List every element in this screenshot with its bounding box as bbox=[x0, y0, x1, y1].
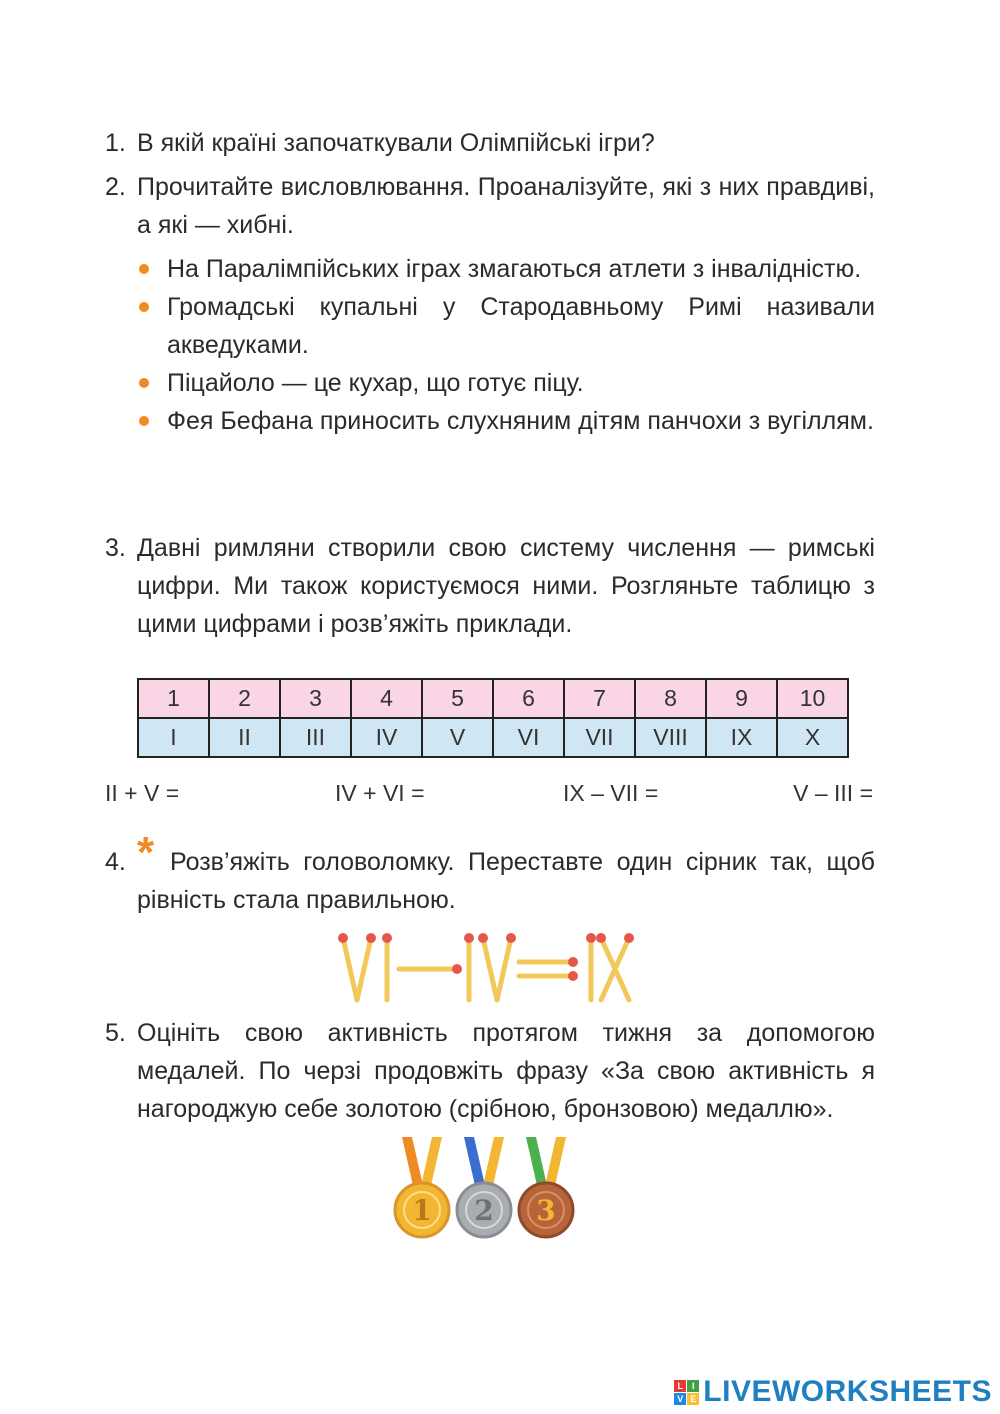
table-cell: 10 bbox=[777, 679, 848, 718]
question-number: 5. bbox=[105, 1019, 126, 1047]
medal-number: 3 bbox=[536, 1194, 556, 1227]
table-cell: 5 bbox=[422, 679, 493, 718]
match-i1 bbox=[382, 933, 392, 1000]
table-cell: 7 bbox=[564, 679, 635, 718]
list-item bbox=[137, 250, 875, 288]
match-v1 bbox=[338, 933, 357, 1000]
medal-number: 1 bbox=[412, 1194, 432, 1227]
arabic-row bbox=[138, 679, 848, 718]
roman-numerals-table bbox=[137, 678, 849, 758]
medal-number: 2 bbox=[474, 1194, 494, 1227]
matchstick-puzzle bbox=[335, 930, 635, 1005]
table-cell: VIII bbox=[635, 718, 706, 757]
match-i3 bbox=[586, 933, 596, 1000]
table-cell: III bbox=[280, 718, 351, 757]
example-2: IV + VI = bbox=[335, 780, 425, 806]
table-cell: X bbox=[777, 718, 848, 757]
question-2 bbox=[105, 168, 875, 244]
question-5 bbox=[105, 1014, 875, 1128]
star-icon: * bbox=[137, 828, 155, 877]
roman-row bbox=[138, 718, 848, 757]
table-cell: VII bbox=[564, 718, 635, 757]
bronze-medal-icon bbox=[519, 1137, 573, 1237]
logo-blocks-icon: L I V E bbox=[674, 1380, 699, 1405]
statements-list bbox=[137, 250, 875, 440]
question-3 bbox=[105, 529, 875, 643]
match-minus bbox=[399, 964, 462, 974]
statement-text: Громадські купальні у Стародавньому Римі називали акведуками. bbox=[167, 293, 875, 359]
match-i2 bbox=[464, 933, 474, 1000]
table-cell: 9 bbox=[706, 679, 777, 718]
statement-text: На Паралімпійських іграх змагаються атлети з інвалідністю. bbox=[167, 255, 862, 283]
match-v4 bbox=[497, 933, 516, 1000]
table-cell: IX bbox=[706, 718, 777, 757]
table-cell: 2 bbox=[209, 679, 280, 718]
silver-medal-icon bbox=[457, 1137, 511, 1237]
table-cell: IV bbox=[351, 718, 422, 757]
table-cell: VI bbox=[493, 718, 564, 757]
match-v3 bbox=[478, 933, 497, 1000]
table-cell: 1 bbox=[138, 679, 209, 718]
table-cell: 6 bbox=[493, 679, 564, 718]
question-1 bbox=[105, 124, 875, 162]
medals-illustration bbox=[392, 1135, 582, 1240]
question-text: В якій країні започаткували Олімпійські ігри? bbox=[137, 129, 655, 157]
match-v2 bbox=[357, 933, 376, 1000]
example-1: II + V = bbox=[105, 780, 180, 806]
table-cell: 3 bbox=[280, 679, 351, 718]
bullet-icon bbox=[139, 264, 149, 274]
example-3: IX – VII = bbox=[563, 780, 659, 806]
bullet-icon bbox=[139, 302, 149, 312]
list-item bbox=[137, 288, 875, 364]
match-equals-top bbox=[519, 957, 578, 967]
list-item bbox=[137, 364, 875, 402]
question-number: 2. bbox=[105, 173, 126, 201]
statement-text: Фея Бефана приносить слухняним дітям панчохи з вугіллям. bbox=[167, 407, 874, 435]
question-4 bbox=[105, 843, 875, 919]
question-number: 3. bbox=[105, 534, 126, 562]
bullet-icon bbox=[139, 378, 149, 388]
match-equals-bottom bbox=[519, 971, 578, 981]
gold-medal-icon bbox=[395, 1137, 449, 1237]
statement-text: Піцайоло — це кухар, що готує піцу. bbox=[167, 369, 584, 397]
list-item bbox=[137, 402, 875, 440]
brand-name: LIVEWORKSHEETS bbox=[703, 1375, 992, 1408]
table-cell: 8 bbox=[635, 679, 706, 718]
liveworksheets-logo bbox=[674, 1375, 992, 1409]
question-number: 1. bbox=[105, 129, 126, 157]
question-text: Розв’яжіть головоломку. Переставте один сірник так, щоб рівність стала правильною. bbox=[137, 848, 875, 914]
question-text: Оцініть свою активність протягом тижня за допомогою медалей. По черзі продовжіть фразу «За свою активність я нагороджую себе золотою (срібною, бронзовою) медаллю». bbox=[137, 1019, 875, 1123]
bullet-icon bbox=[139, 416, 149, 426]
table-cell: 4 bbox=[351, 679, 422, 718]
example-4: V – III = bbox=[793, 780, 873, 806]
table-cell: I bbox=[138, 718, 209, 757]
question-text: Прочитайте висловлювання. Проаналізуйте, які з них правдиві, а які — хибні. bbox=[137, 173, 875, 239]
table-cell: II bbox=[209, 718, 280, 757]
question-text: Давні римляни створили свою систему числення — римські цифри. Ми також користуємося ними. Розгляньте таблицю з цими цифрами і розв’яжіть приклади. bbox=[137, 534, 875, 638]
table-cell: V bbox=[422, 718, 493, 757]
question-number: 4. bbox=[105, 848, 126, 876]
